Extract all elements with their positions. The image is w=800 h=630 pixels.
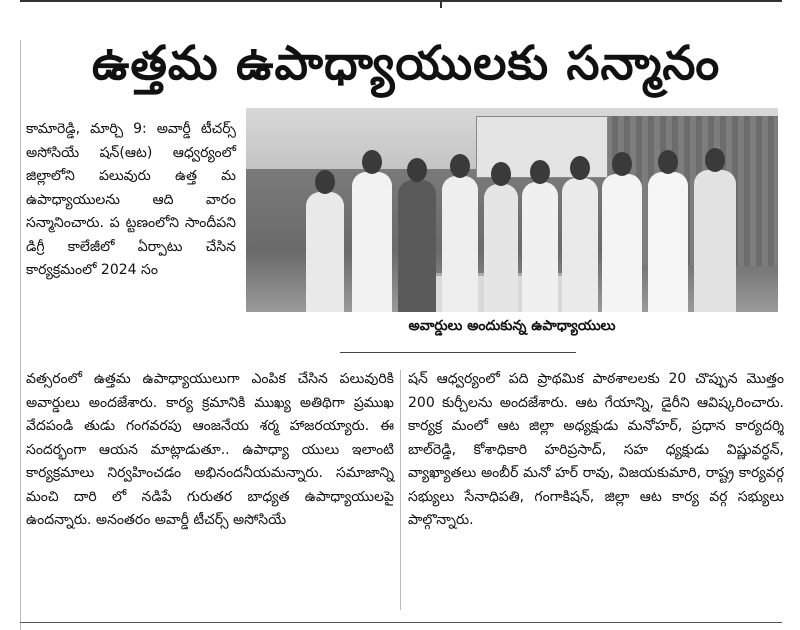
photo-person — [602, 174, 642, 312]
photo-person — [398, 180, 436, 312]
column-rule — [400, 370, 401, 610]
photo-person — [442, 176, 478, 312]
bottom-rule — [20, 622, 782, 623]
article-column-1: కామారెడ్డి, మార్చి 9: అవార్డీ టీచర్స్ అసోసియే షన్(ఆట) ఆధ్వర్యంలో జిల్లాలోని పలువురు ఉత్త మ ఉపాధ్యాయులను ఆది వారం సన్మానించారు. ప ట్టణంలోని సాందీపని డిగ్రీ కాలేజీలో ఏర్పాటు చేసిన కార్యక్రమంలో 2024 సం — [26, 121, 236, 278]
caption-rule — [340, 352, 576, 353]
photo-person — [352, 172, 392, 312]
photo-person — [562, 178, 598, 312]
news-photo — [246, 108, 778, 312]
photo-person — [522, 182, 558, 312]
top-divider-tick — [440, 0, 442, 8]
top-rule — [20, 0, 782, 8]
article-column-3: షన్ ఆధ్వర్యంలో పది ప్రాథమిక పాఠశాలలకు 20 చొప్పున మొత్తం 200 కుర్చీలను అందజేశారు. ఆట గేయాన్ని, డైరీని ఆవిష్కరించారు. కార్యక్ర మంలో ఆట జిల్లా అధ్యక్షుడు మనోహర్, ప్రధాన కార్యదర్శి బాల్‌రెడ్డి, కోశాధికారి హరిప్రసాద్, సహ ధ్యక్షుడు విష్ణువర్ధన్, వ్యాఖ్యాతలు అంబీర్ మనో హర్ రావు, విజయకుమారి, రాష్ట్ర కార్యవర్గ సభ్యులు సేనాధిపతి, గంగాకిషన్, జిల్లా ఆట కార్య వర్గ సభ్యులు పాల్గొన్నారు. — [408, 371, 784, 528]
headline: ఉత్తమ ఉపాధ్యాయులకు సన్మానం — [91, 36, 721, 91]
photo-person — [484, 184, 518, 312]
photo-person — [694, 170, 736, 312]
left-column-rule — [20, 40, 21, 630]
photo-person — [648, 172, 688, 312]
article-column-2: వత్సరంలో ఉత్తమ ఉపాధ్యాయులుగా ఎంపిక చేసిన పలువురికి అవార్డులు అందజేశారు. కార్య క్రమానికి ముఖ్య అతిథిగా ప్రముఖ వేదపండి తుడు గంగవరపు ఆంజనేయ శర్మ హాజరయ్యారు. ఈ సందర్భంగా ఆయన మాట్లాడుతూ.. ఉపాధ్యా యులు ఇలాంటి కార్యక్రమాలు నిర్వహించడం అభినందనీయమన్నారు. సమాజాన్ని మంచి దారి లో నడిపే గురుతర బాధ్యత ఉపాధ్యాయులపై ఉందన్నారు. అనంతరం అవార్డీ టీచర్స్ అసోసియే — [26, 371, 394, 528]
photo-person — [306, 192, 344, 312]
photo-caption: అవార్డులు అందుకున్న ఉపాధ్యాయులు — [408, 318, 616, 334]
